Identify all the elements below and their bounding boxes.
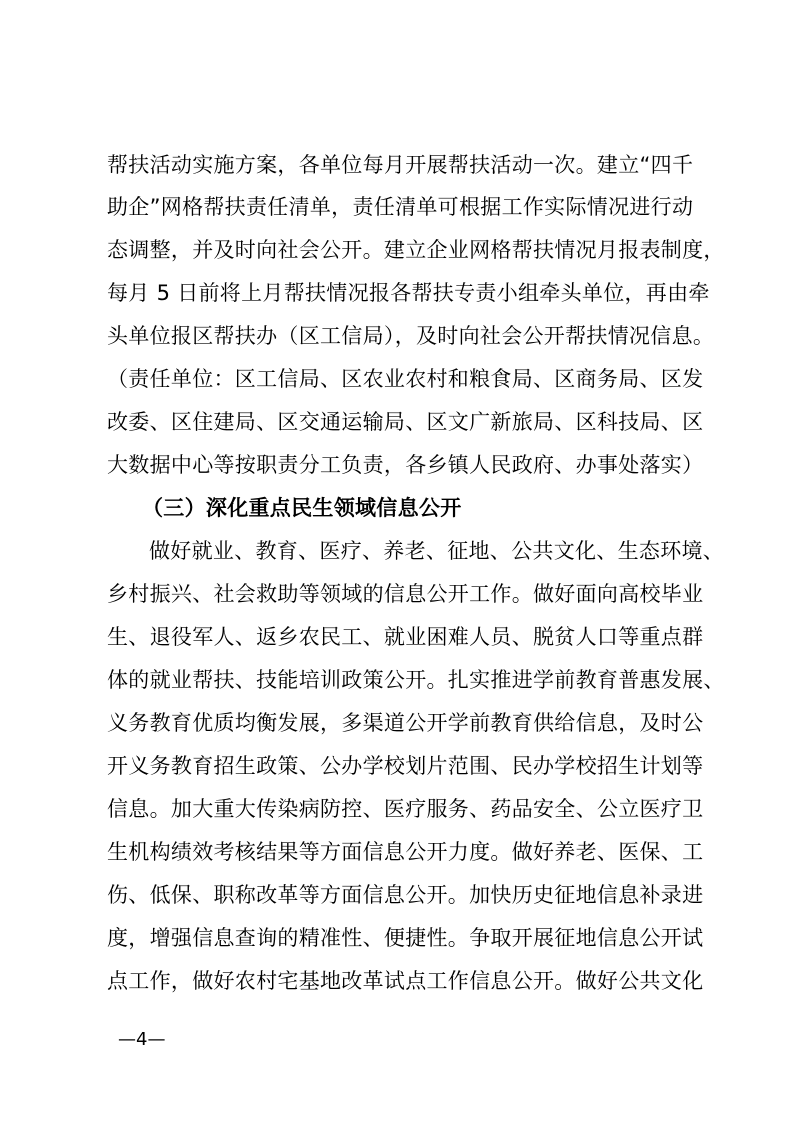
body-line: 度，增强信息查询的精准性、便捷性。争取开展征地信息公开试 xyxy=(107,926,704,950)
body-line: 态调整，并及时向社会公开。建立企业网格帮扶情况月报表制度， xyxy=(107,238,725,262)
page-number: —4— xyxy=(118,1029,166,1050)
body-line: 信息。加大重大传染病防控、医疗服务、药品安全、公立医疗卫 xyxy=(107,797,704,821)
body-line: 改委、区住建局、区交通运输局、区文广新旅局、区科技局、区 xyxy=(107,410,704,434)
body-line: 大数据中心等按职责分工负责，各乡镇人民政府、办事处落实） xyxy=(107,453,704,477)
section-heading: （三）深化重点民生领域信息公开 xyxy=(142,496,462,520)
body-line: 生、退役军人、返乡农民工、就业困难人员、脱贫人口等重点群 xyxy=(107,625,704,649)
body-line: 做好就业、教育、医疗、养老、征地、公共文化、生态环境、 xyxy=(149,539,725,563)
body-line: 伤、低保、职称改革等方面信息公开。加快历史征地信息补录进 xyxy=(107,883,704,907)
body-line: 乡村振兴、社会救助等领域的信息公开工作。做好面向高校毕业 xyxy=(107,582,704,606)
body-line: 助企”网格帮扶责任清单，责任清单可根据工作实际情况进行动 xyxy=(107,195,694,219)
body-line: 点工作，做好农村宅基地改革试点工作信息公开。做好公共文化 xyxy=(107,969,704,993)
body-line: 义务教育优质均衡发展，多渠道公开学前教育供给信息，及时公 xyxy=(107,711,704,735)
body-line: 每月 5 日前将上月帮扶情况报各帮扶专责小组牵头单位，再由牵 xyxy=(107,281,710,305)
body-line: 生机构绩效考核结果等方面信息公开力度。做好养老、医保、工 xyxy=(107,840,704,864)
body-line: 开义务教育招生政策、公办学校划片范围、民办学校招生计划等 xyxy=(107,754,704,778)
body-line: 帮扶活动实施方案，各单位每月开展帮扶活动一次。建立“四千 xyxy=(107,153,694,177)
body-line: 头单位报区帮扶办（区工信局），及时向社会公开帮扶情况信息。 xyxy=(107,324,715,348)
body-line: （责任单位：区工信局、区农业农村和粮食局、区商务局、区发 xyxy=(107,367,704,391)
body-line: 体的就业帮扶、技能培训政策公开。扎实推进学前教育普惠发展、 xyxy=(107,668,725,692)
